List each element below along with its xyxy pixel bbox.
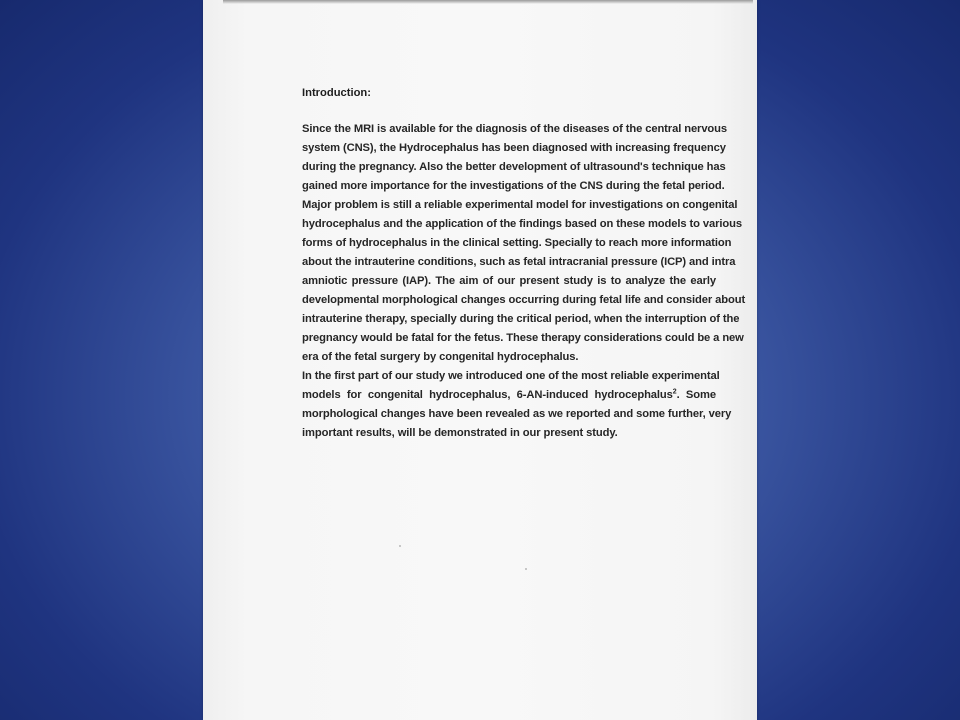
paragraph-line: hydrocephalus and the application of the findings based on these models to various	[302, 218, 742, 230]
section-heading: Introduction:	[302, 87, 371, 99]
scan-speck	[399, 545, 401, 547]
paragraph-line: pregnancy would be fatal for the fetus. These therapy considerations could be a new	[302, 332, 744, 344]
paragraph-line: system (CNS), the Hydrocephalus has been diagnosed with increasing frequency	[302, 142, 726, 154]
scan-speck	[525, 568, 527, 570]
document-body	[302, 86, 746, 443]
footnote-marker: 2	[672, 388, 677, 396]
paragraph-line: morphological changes have been revealed as we reported and some further, very	[302, 408, 732, 420]
paragraph-line: gained more importance for the investigations of the CNS during the fetal period.	[302, 180, 725, 192]
paragraph-line: developmental morphological changes occurring during fetal life and consider about	[302, 294, 746, 306]
paragraph-line-text: models for congenital hydrocephalus, 6-AN-induced hydrocephalus	[302, 389, 673, 401]
paragraph-line: Since the MRI is available for the diagnosis of the diseases of the central nervous	[302, 123, 728, 135]
paragraph-line: important results, will be demonstrated in our present study.	[302, 427, 618, 439]
scanned-page	[203, 0, 757, 720]
paragraph-line: during the pregnancy. Also the better development of ultrasound's technique has	[302, 161, 726, 173]
paragraph-line: amniotic pressure (IAP). The aim of our present study is to analyze the early	[302, 275, 716, 287]
paragraph-line: forms of hydrocephalus in the clinical setting. Specially to reach more information	[302, 237, 732, 249]
page-top-edge	[223, 0, 753, 4]
paragraph-line-tail: . Some	[676, 389, 716, 401]
paragraph-line: intrauterine therapy, specially during the critical period, when the interruption of the	[302, 313, 740, 325]
paragraph-line: era of the fetal surgery by congenital hydrocephalus.	[302, 351, 579, 363]
paragraph-line-with-footnote	[302, 386, 716, 405]
paragraph-line: In the first part of our study we introduced one of the most reliable experimental	[302, 370, 720, 382]
paragraph-line: Major problem is still a reliable experimental model for investigations on congenital	[302, 199, 738, 211]
paragraph-line: about the intrauterine conditions, such as fetal intracranial pressure (ICP) and intra	[302, 256, 736, 268]
